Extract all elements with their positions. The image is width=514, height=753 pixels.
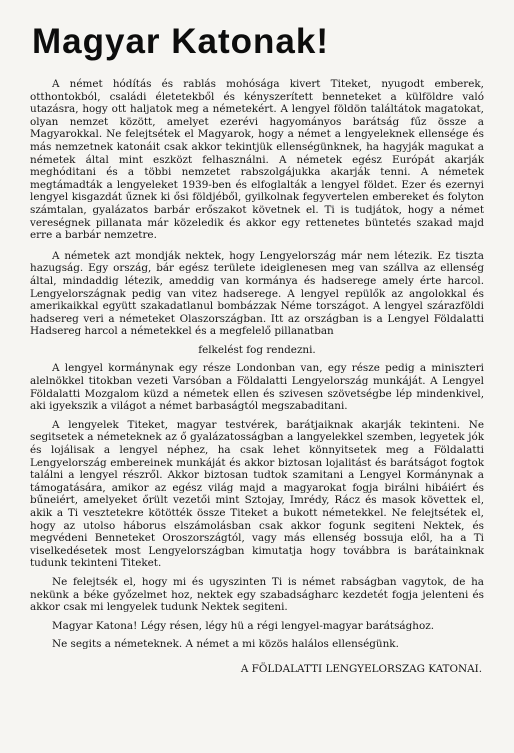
paragraph-3: A lengyel kormánynak egy része Londonban van, egy része pedig a miniszteri alelnökkel titokban vezeti Varsóban a Földalatti Lengyelország munkáját. A Lengyel Földalatti Mozgalom küzd a németek ellen és szivesen szövetségbe lép mindenkivel, aki igyekszik a világot a német barbaságtól megszabaditani. [30, 362, 484, 413]
paragraph-5: Ne felejtsék el, hogy mi és ugyszinten Ti is német rabságban vagytok, de ha nekünk a béke győzelmet hoz, nektek egy szabadságharc kezdetét fogja jelenteni és akkor csak mi lengyelek tudunk Nektek segiteni. [30, 575, 484, 614]
signature: A FÖLDALATTI LENGYELORSZAG KATONAI. [240, 662, 482, 675]
paragraph-2: A németek azt mondják nektek, hogy Lengyelország már nem létezik. Ez tiszta hazugság. Egy ország, bár egész területe ideiglenesen meg van szállva az ellenség által, mindaddig létezik, ameddig van kormánya és hadserege amely érte harcol. Lengyelországnak pedig van vitez hadserege. A lengyel repülők az angolokkal és amerikaikkal együtt szakadatlanul bombázzak Néme tországot. A lengyel szárazföldi hadsereg veri a németeket Olaszországban. Itt az országban is a Lengyel Földalatti Hadsereg harcol a németekkel és a megfelelő pillanatban [30, 249, 484, 338]
paragraph-6: Magyar Katona! Légy résen, légy hü a régi lengyel-magyar barátsághoz. [52, 619, 435, 632]
paragraph-1: A német hódítás és rablás mohósága kivert Titeket, nyugodt emberek, otthontokból, családi életetekből és kényszerített benneteket a külföldre való utazásra, hogy ott haljatok meg a németekért. A lengyel földön találtátok magatokat, olyan nemzet között, amelyet ezerévi hagyományos barátság fűz össze a Magyarokkal. Ne felejtsétek el Magyarok, hogy a német a lengyeleknek ellensége és más nemzetnek katonáit csak akkor tekintjük ellenségünknek, ha hagyják magukat a németek által mint eszközt felhasználni. A németek egész Európát akarják meghóditani és a többi nemzetet rabszolgájukka akarják tenni. A németek megtámadták a lengyeleket 1939-ben és elfoglalták a lengyel földet. Ezer és ezernyi lengyel kisgazdát űznek ki ősi földjéből, gyilkolnak fegyvertelen embereket és folyton számtalan, gyalázatos barbár erőszakot követnek el. Ti is tudjátok, hogy a német vereségnek pillanata már közeledik és akkor egy rettenetes büntetés szakad majd erre a barbár nemzetre. [30, 78, 484, 242]
paragraph-4: A lengyelek Titeket, magyar testvérek, barátjaiknak akarják tekinteni. Ne segitsetek a németeknek az ő gyalázatosságban a langyelekkel szemben, legyetek jók és lojálisak a lengyel néphez, ha csak lehet könnyitsetek meg a Földalatti Lengyelország embereinek munkáját és akkor biztosan lojalitást és barátságot fogtok találni a lengyel részről. Akkor biztosan tudtok szamitani a Lengyel Kormánynak a támogatására, amikor az egész világ majd a magyarokat fogja birálni hibáiért és bűneiért, amelyeket őrült vezetői mint Sztojay, Imrédy, Rácz és masok követtek el, akik a Ti vesztetekre kötötték össze Titeket a bukott németekkel. Ne felejtsétek el, hogy az utolso háborus elszámolásban csak akkor fogunk segiteni Nektek, és megvédeni Benneteket Oroszországtól, vagy más ellenség bossuja elől, ha a Ti viselkedésetek most Lengyelországban kimutatja hogy továbbra is barátainknak tudunk tekinteni Titeket. [30, 418, 484, 570]
leaflet-title: Magyar Katonak! [32, 22, 330, 61]
paragraph-2-closing-line: felkelést fog rendezni. [198, 343, 316, 356]
paragraph-7: Ne segits a németeknek. A német a mi közös halálos ellenségünk. [52, 638, 399, 651]
leaflet-body [30, 78, 484, 651]
